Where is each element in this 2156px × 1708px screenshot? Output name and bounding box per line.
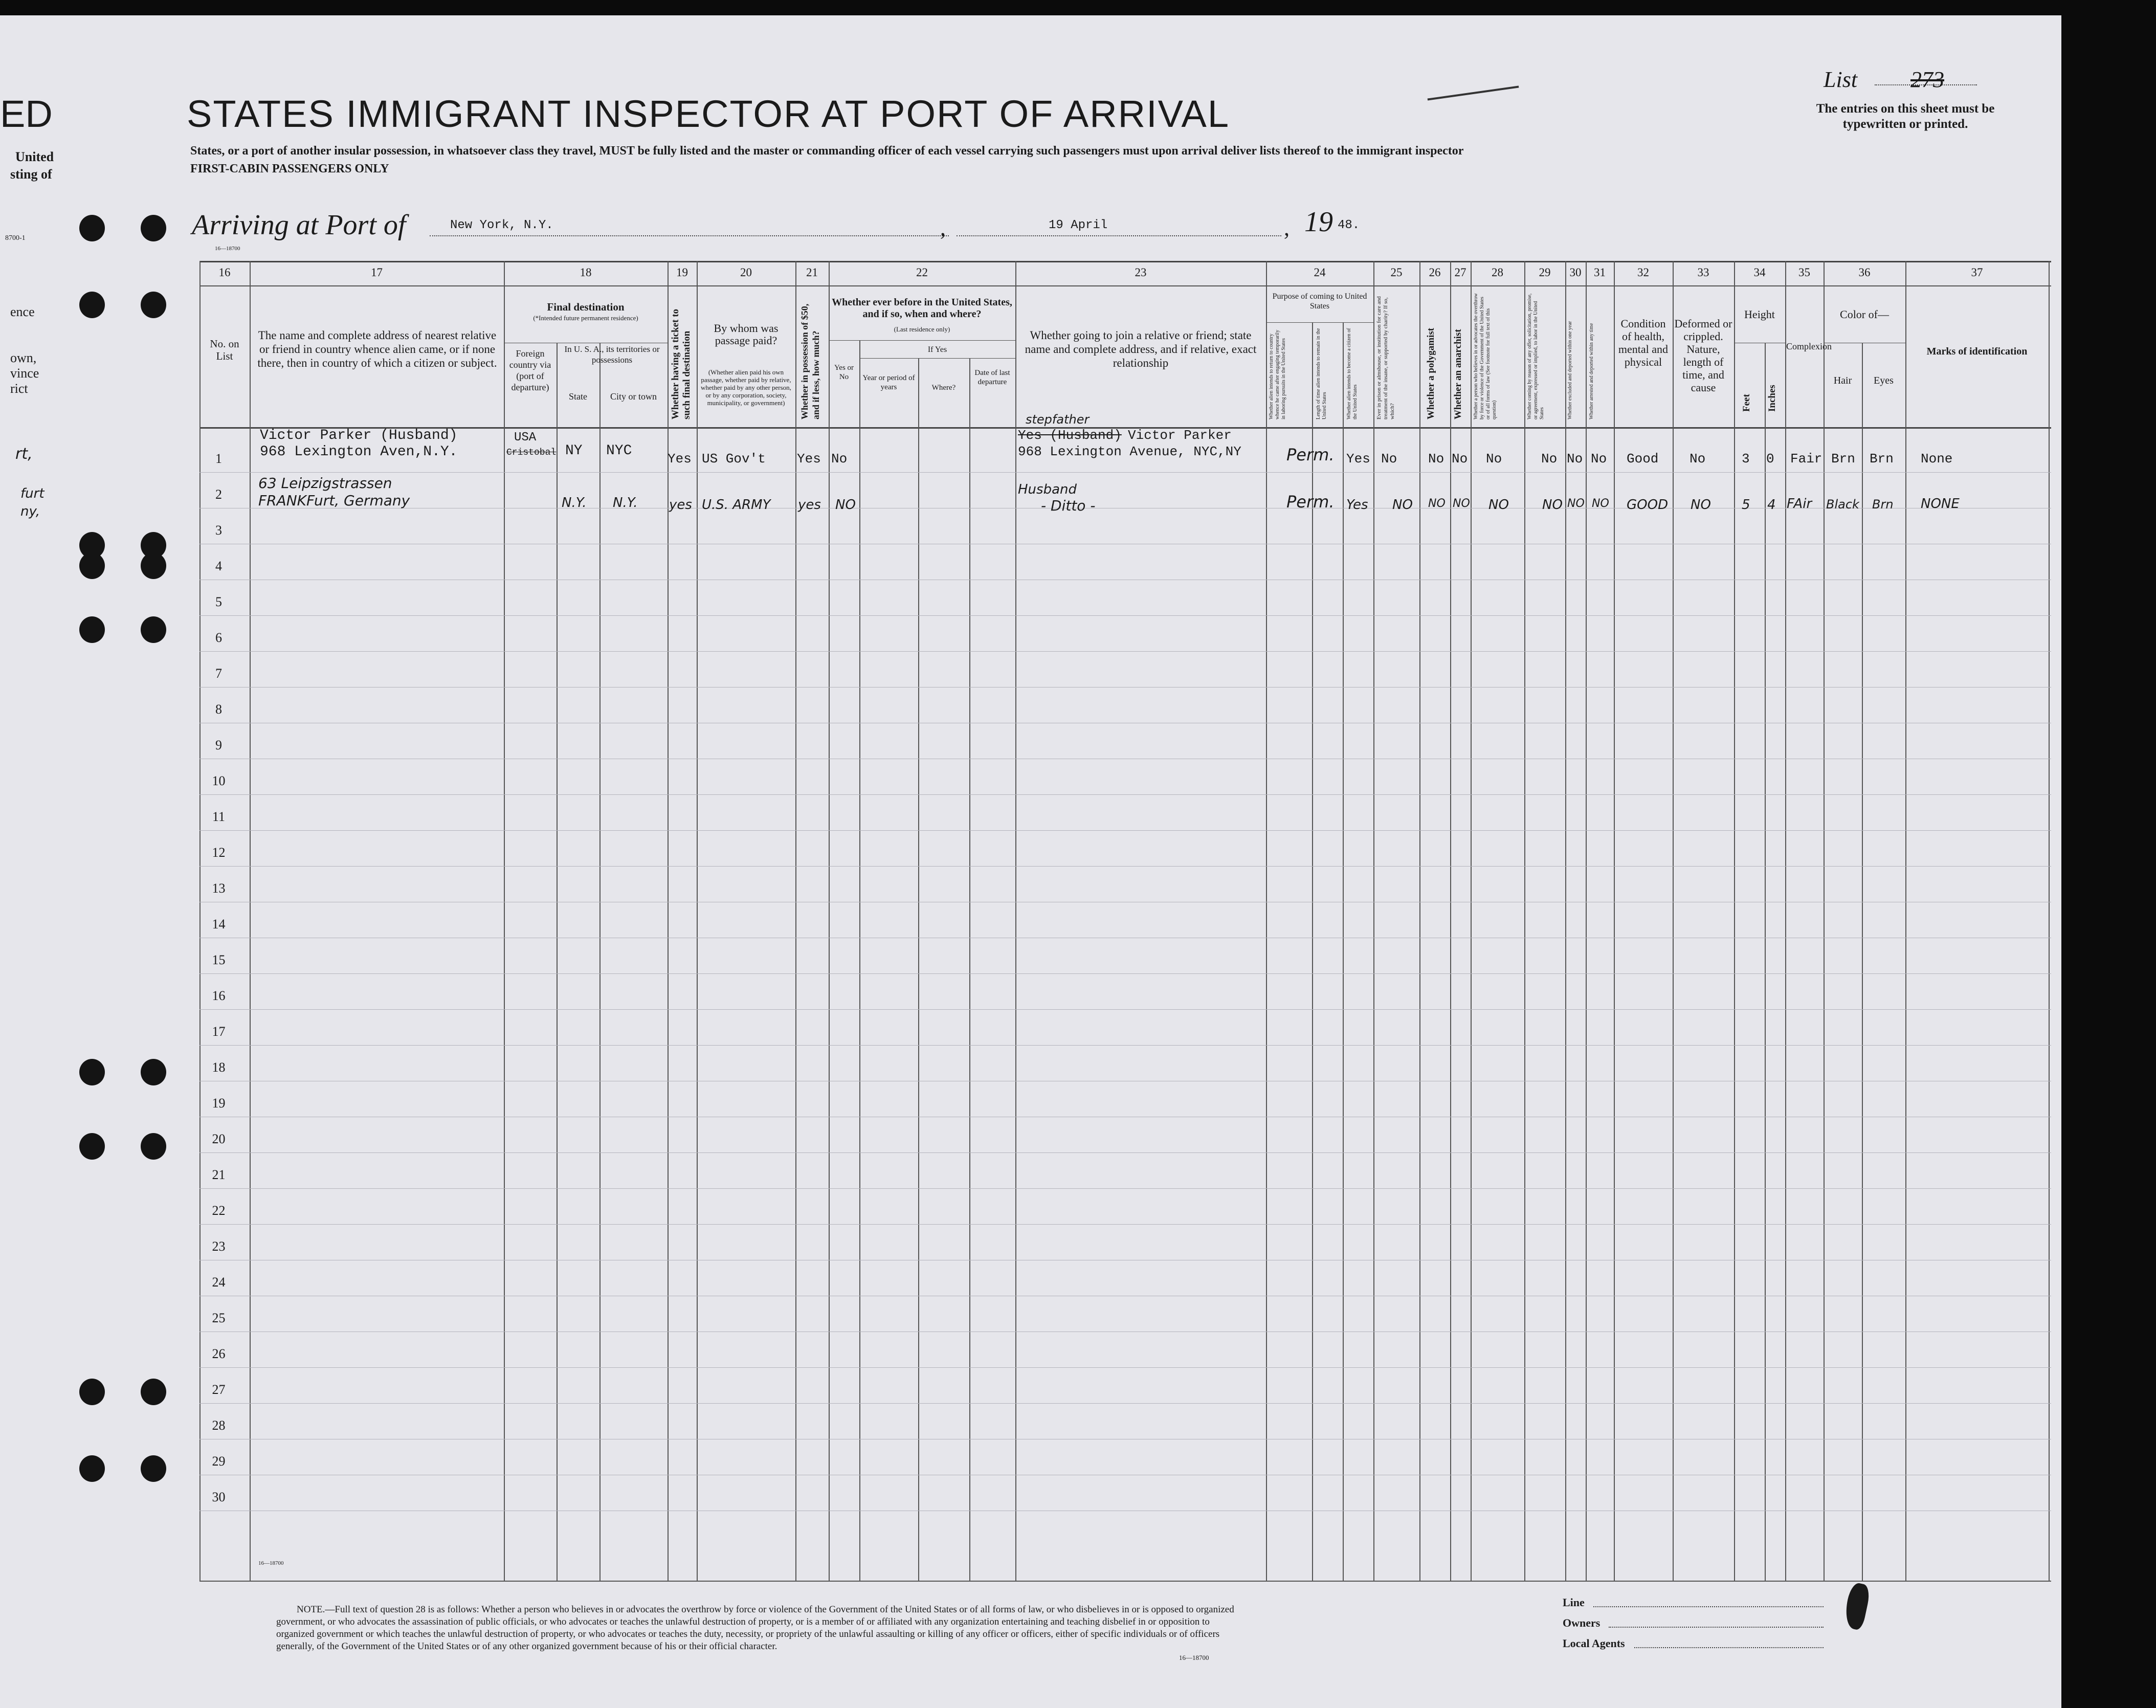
- ink-blot: [1842, 1582, 1872, 1631]
- column-number-19: 19: [676, 266, 688, 279]
- column-number-21: 21: [806, 266, 818, 279]
- header-in-usa: In U. S. A., its territories or possessions: [564, 344, 660, 365]
- entry-2-relative-address: FRANKFurt, Germany: [258, 492, 410, 509]
- form-number-left: 8700-1: [5, 234, 26, 242]
- header-city: City or town: [610, 391, 657, 402]
- table-top-border: [199, 261, 2051, 262]
- col-line: [795, 261, 796, 1581]
- row-line: [199, 1367, 2051, 1368]
- entry-2-join-line1: Husband: [1018, 482, 1077, 497]
- column-number-30: 30: [1569, 266, 1582, 279]
- column-number-35: 35: [1798, 266, 1810, 279]
- entry-2-before-us: NO: [835, 497, 856, 513]
- punch-hole: [141, 1059, 166, 1085]
- header-excluded: Whether excluded and deported within one year: [1567, 321, 1573, 419]
- row-number: 25: [212, 1311, 226, 1325]
- entry-2-polygamist: NO: [1428, 497, 1446, 510]
- entry-1-foreign-country: USA: [514, 431, 537, 445]
- entry-1-prison: No: [1381, 451, 1397, 467]
- arriving-label: Arriving at Port of: [192, 209, 406, 241]
- row-line: [199, 1045, 2051, 1046]
- header-deformed: Deformed or crippled. Nature, length of time, and cause: [1674, 317, 1732, 394]
- header-arrested: Whether arrested and deported within any time: [1589, 323, 1594, 419]
- entry-1-paid-by: US Gov't: [702, 451, 766, 467]
- left-header-4: rict: [10, 381, 28, 396]
- owners-label: Owners: [1563, 1616, 1601, 1629]
- col-line: [1565, 261, 1566, 1581]
- row-number: 23: [212, 1239, 226, 1254]
- left-fragment-1: rt,: [15, 445, 33, 463]
- entry-2-purpose: Perm.: [1286, 492, 1335, 512]
- entry-1-relative-name: Victor Parker (Husband): [260, 428, 458, 443]
- row-number: 14: [212, 917, 226, 931]
- header-no-on-list: No. on List: [210, 338, 239, 362]
- row-number: 16: [212, 988, 226, 1003]
- entry-2-ticket: yes: [669, 497, 692, 513]
- header-join-relative: Whether going to join a relative or friend; state name and complete address, and if relative, exact relationship: [1025, 329, 1257, 369]
- col-line: [1734, 261, 1735, 1581]
- row-number: 15: [212, 952, 226, 967]
- col-line: [1614, 261, 1615, 1581]
- column-number-22: 22: [916, 266, 928, 279]
- column-number-33: 33: [1697, 266, 1709, 279]
- header-before-in-us: Whether ever before in the United States, and if so, when and where?: [832, 297, 1012, 320]
- entry-2-complexion: FAir: [1787, 496, 1812, 512]
- entry-2-join-line2: - Ditto -: [1041, 497, 1096, 514]
- punch-hole: [79, 1059, 105, 1085]
- column-number-17: 17: [371, 266, 383, 279]
- entry-1-health: Good: [1627, 451, 1659, 467]
- subtitle: States, or a port of another insular possession, in whatsoever class they travel, MUST be fully listed and the master or commanding officer of each vessel carrying such passengers must upon arrival deliver lists thereof to the immigrant inspector: [190, 144, 1464, 158]
- punch-hole: [141, 215, 166, 241]
- row-number: 9: [215, 738, 222, 752]
- form-number-top: 16—18700: [215, 246, 240, 252]
- entry-2-marks: NONE: [1921, 496, 1960, 512]
- entry-2-eyes: Brn: [1872, 497, 1894, 512]
- fragment-line-1: United: [15, 149, 54, 164]
- col-line: [1905, 261, 1906, 1581]
- col-line: [918, 358, 919, 1581]
- col-line: [1419, 261, 1420, 1581]
- header-bottom-border: [199, 427, 2051, 429]
- row-number: 29: [212, 1454, 226, 1469]
- punch-hole: [79, 616, 105, 643]
- entry-1-relative-address: 968 Lexington Aven,N.Y.: [260, 444, 458, 460]
- header-hair: Hair: [1833, 375, 1852, 386]
- row-number: 11: [212, 809, 226, 824]
- punch-hole: [141, 292, 166, 318]
- entry-1-feet: 3: [1742, 451, 1750, 467]
- header-polygamist: Whether a polygamist: [1426, 327, 1436, 419]
- row-number: 4: [215, 559, 222, 573]
- punch-hole: [141, 1455, 166, 1482]
- col-line: [1785, 261, 1786, 1581]
- row-number: 6: [215, 630, 222, 645]
- entry-1-foreign-note: Cristobal: [506, 448, 557, 458]
- year-prefix: 19: [1304, 206, 1333, 238]
- entry-2-health: GOOD: [1627, 497, 1669, 513]
- entry-1-contract: No: [1541, 451, 1558, 467]
- date-line: [957, 235, 1281, 236]
- entry-1-complexion: Fair: [1790, 451, 1822, 467]
- header-height: Height: [1744, 308, 1775, 321]
- entry-1-join-name: Victor Parker: [1128, 428, 1232, 443]
- col-line: [1373, 261, 1374, 1581]
- row-line: [199, 1403, 2051, 1404]
- agents-label: Local Agents: [1563, 1637, 1625, 1650]
- punch-hole: [79, 292, 105, 318]
- entry-1-city: NYC: [606, 443, 632, 459]
- entry-2-paid-by: U.S. ARMY: [702, 497, 771, 513]
- row-number: 18: [212, 1060, 226, 1075]
- column-number-27: 27: [1454, 266, 1466, 279]
- header-if-yes: If Yes: [927, 345, 947, 354]
- entry-1-before-us: No: [831, 451, 848, 467]
- line-underline: [1593, 1606, 1824, 1607]
- row-line: [199, 651, 2051, 652]
- left-header-1: ence: [10, 304, 35, 319]
- footnote: NOTE.—Full text of question 28 is as follows: Whether a person who believes in or advocates the overthrow by force or violence of the Government of the United States or of all forms of law, or who disbelieves in or is opposed to organized government, or who advocates the assassination of public officials, or who advocates or teaches the unlawful destruction of property, or is a member of or affiliated with any organization entertaining and teaching disbelief in or opposition to organized government or which teaches the unlawful destruction of property, or who advocates or teaches the duty, necessity, or propriety of the unlawful assaulting or killing of any officer or officers, either of specific individuals or of officers generally, of the Government of the United States or of any other organized government because of his or their official character.: [276, 1604, 1234, 1652]
- entry-1-anarchist: No: [1452, 451, 1468, 467]
- header-where: Where?: [931, 384, 956, 392]
- column-number-26: 26: [1429, 266, 1441, 279]
- column-number-28: 28: [1492, 266, 1503, 279]
- header-prison: Ever in prison or almshouse, or institution for care and treatment of the insane, or supported by charity? If so, which?: [1376, 296, 1395, 419]
- subrule: [1266, 322, 1373, 323]
- col-line: [829, 261, 830, 1581]
- header-health: Condition of health, mental and physical: [1618, 317, 1669, 368]
- title-fragment: ED: [0, 93, 53, 135]
- header-final-destination: Final destination: [547, 301, 625, 313]
- column-number-32: 32: [1637, 266, 1649, 279]
- header-year-period: Year or period of years: [862, 374, 915, 391]
- col-line: [1343, 322, 1344, 1581]
- col-line: [250, 261, 251, 1581]
- col-line: [1824, 261, 1825, 1581]
- row-number: 19: [212, 1096, 226, 1111]
- punch-hole: [79, 1455, 105, 1482]
- left-fragment-2: furt: [20, 486, 45, 501]
- col-line: [969, 358, 970, 1581]
- entry-2-relative-name: 63 Leipzigstrassen: [258, 475, 392, 492]
- row-line: [199, 1188, 2051, 1189]
- col-line: [1673, 261, 1674, 1581]
- entry-2-feet: 5: [1742, 497, 1750, 513]
- punch-hole: [141, 1379, 166, 1405]
- punch-hole: [141, 552, 166, 579]
- entry-1-arrested: No: [1591, 451, 1607, 467]
- column-number-31: 31: [1594, 266, 1606, 279]
- left-header-2: own,: [10, 350, 37, 365]
- fragment-line-2: sting of: [10, 167, 52, 182]
- typewritten-notice: The entries on this sheet must be typewritten or printed.: [1816, 102, 1995, 131]
- list-label: List: [1824, 67, 1858, 92]
- line-label: Line: [1563, 1596, 1585, 1609]
- header-purpose-a: Whether alien intends to return to country whence he came after engaging temporarily in laboring pursuits in the United States: [1269, 329, 1286, 419]
- form-number-table: 16—18700: [258, 1560, 284, 1566]
- entry-2-arrested: NO: [1592, 497, 1609, 510]
- entry-2-overthrow: NO: [1488, 497, 1509, 513]
- col-line: [1015, 261, 1016, 1581]
- col-line: [2049, 261, 2050, 1581]
- header-purpose-b: Length of time alien intends to remain in the United States: [1316, 328, 1327, 419]
- col-line: [504, 261, 505, 1581]
- row-number: 26: [212, 1346, 226, 1361]
- header-feet: Feet: [1741, 394, 1752, 412]
- left-fragment-3: ny,: [20, 504, 40, 519]
- year-suffix: 48.: [1338, 218, 1360, 232]
- column-number-16: 16: [218, 266, 231, 279]
- punch-hole: [79, 552, 105, 579]
- column-number-25: 25: [1390, 266, 1403, 279]
- comma-2: ,: [1284, 215, 1290, 240]
- col-line: [599, 343, 601, 1581]
- entry-1-state: NY: [565, 443, 583, 459]
- table-bottom-border: [199, 1581, 2051, 1582]
- entry-2-city: N.Y.: [613, 495, 638, 511]
- header-relative-abroad: The name and complete address of nearest relative or friend in country whence alien came, or if none there, then in country of which a citizen or subject.: [257, 329, 497, 369]
- header-date-last-departure: Date of last departure: [974, 369, 1010, 386]
- column-number-36: 36: [1858, 266, 1871, 279]
- column-number-18: 18: [580, 266, 592, 279]
- entry-1-join-struck: Yes (Husband): [1018, 428, 1122, 443]
- row-number: 5: [215, 594, 222, 609]
- row-line: [199, 794, 2051, 795]
- column-number-23: 23: [1135, 266, 1147, 279]
- row-number: 7: [215, 666, 222, 681]
- header-marks: Marks of identification: [1926, 346, 2028, 357]
- entry-2-possession: yes: [798, 497, 821, 513]
- row-number: 21: [212, 1167, 226, 1182]
- header-complexion: Complexion: [1786, 341, 1832, 351]
- entry-1-polygamist: No: [1428, 451, 1444, 467]
- row-number: 17: [212, 1024, 226, 1039]
- column-number-20: 20: [740, 266, 752, 279]
- row-number: 10: [212, 773, 226, 788]
- entry-2-hair: Black: [1826, 497, 1859, 512]
- class-line: FIRST-CABIN PASSENGERS ONLY: [190, 162, 389, 175]
- entry-1-marks: None: [1921, 451, 1953, 467]
- col-line: [557, 343, 558, 1581]
- entry-2-excluded: NO: [1567, 497, 1585, 510]
- col-line: [697, 261, 698, 1581]
- entry-1-hair: Brn: [1831, 451, 1855, 467]
- header-color-of: Color of—: [1840, 308, 1889, 321]
- port-value: New York, N.Y.: [450, 218, 553, 232]
- entry-2-deformed: NO: [1691, 497, 1711, 513]
- row-line: [199, 615, 2051, 616]
- entry-1-overthrow: No: [1486, 451, 1502, 467]
- column-number-34: 34: [1753, 266, 1766, 279]
- header-foreign-country: Foreign country via (port of departure): [509, 348, 551, 392]
- punch-hole: [79, 1133, 105, 1160]
- entry-1-citizen: Yes: [1346, 451, 1370, 467]
- row-number: 3: [215, 523, 222, 538]
- col-line: [1450, 261, 1451, 1581]
- row-line: [199, 866, 2051, 867]
- manifest-sheet: [0, 15, 2061, 1708]
- col-line: [859, 340, 860, 1581]
- col-line: [1471, 261, 1472, 1581]
- row-number: 8: [215, 702, 222, 717]
- column-number-24: 24: [1314, 266, 1326, 279]
- punch-hole: [79, 215, 105, 241]
- owners-underline: [1609, 1627, 1824, 1628]
- header-last-residence: (Last residence only): [894, 325, 950, 333]
- header-state: State: [569, 391, 587, 402]
- row-line: [199, 1224, 2051, 1225]
- row-number: 22: [212, 1203, 226, 1218]
- header-final-destination-note: (*Intended future permanent residence): [533, 314, 638, 322]
- entry-1-join-annotation: stepfather: [1026, 412, 1090, 427]
- page-title: STATES IMMIGRANT INSPECTOR AT PORT OF ARRIVAL: [187, 93, 1230, 135]
- col-line: [1862, 343, 1863, 1581]
- row-number: 20: [212, 1132, 226, 1146]
- left-header-3: vince: [10, 366, 39, 381]
- entry-1-deformed: No: [1690, 451, 1706, 467]
- row-number: 30: [212, 1490, 226, 1504]
- col-line: [1524, 261, 1525, 1581]
- header-purpose: Purpose of coming to United States: [1272, 292, 1367, 310]
- entry-1-excluded: No: [1567, 451, 1583, 467]
- entry-1-join-address: 968 Lexington Avenue, NYC,NY: [1018, 444, 1241, 459]
- header-contract: Whether coming by reason of any offer, solicitation, promise, or agreement, expressed or implied, to labor in the United States: [1527, 293, 1545, 419]
- entry-1-inches: 0: [1766, 451, 1774, 467]
- header-possession: Whether in possession of $50, and if less, how much?: [799, 303, 821, 419]
- entry-2-contract: NO: [1542, 497, 1563, 513]
- row-number: 1: [215, 451, 222, 466]
- column-number-37: 37: [1971, 266, 1983, 279]
- row-line: [199, 973, 2051, 974]
- punch-hole: [141, 1133, 166, 1160]
- row-number: 28: [212, 1418, 226, 1433]
- header-overthrow: Whether a person who believes in or advocates the overthrow by force or violence of the Government of the United States or of all forms of law (See footnote for full text of this question): [1473, 293, 1497, 419]
- punch-hole: [79, 1379, 105, 1405]
- subrule: [829, 340, 1015, 341]
- col-line: [1586, 261, 1587, 1581]
- pen-stroke: [1428, 85, 1519, 100]
- entry-2-anarchist: NO: [1453, 497, 1470, 510]
- row-line: [199, 472, 2051, 473]
- row-line: [199, 1152, 2051, 1153]
- header-yes-no: Yes or No: [834, 364, 854, 381]
- comma-1: ,: [940, 215, 946, 240]
- list-number: 273: [1910, 67, 1944, 92]
- row-number: 12: [212, 845, 226, 860]
- entry-1-purpose: Perm.: [1286, 445, 1335, 464]
- header-by-whom-note: (Whether alien paid his own passage, whether paid by relative, whether paid by any other person, or by any corporation, society, municipality, or government): [701, 368, 791, 407]
- entry-2-inches: 4: [1767, 497, 1776, 513]
- col-line: [1266, 261, 1267, 1581]
- header-by-whom: By whom was passage paid?: [714, 322, 779, 347]
- header-ticket: Whether having a ticket to such final destination: [670, 308, 692, 419]
- entry-1-possession: Yes: [797, 451, 821, 467]
- col-line: [1765, 343, 1766, 1581]
- subrule: [859, 358, 1015, 359]
- entry-2-citizen: Yes: [1346, 497, 1368, 513]
- column-number-row-border: [199, 285, 2051, 286]
- header-purpose-c: Whether alien intends to become a citizen of the United States: [1346, 328, 1358, 419]
- entry-2-prison: NO: [1392, 497, 1413, 513]
- date-value: 19 April: [1049, 218, 1108, 232]
- row-number: 24: [212, 1275, 226, 1290]
- header-inches: Inches: [1767, 385, 1777, 412]
- row-number: 13: [212, 881, 226, 896]
- row-line: [199, 1009, 2051, 1010]
- header-anarchist: Whether an anarchist: [1453, 329, 1463, 419]
- punch-hole: [141, 616, 166, 643]
- row-number: 2: [215, 487, 222, 502]
- column-number-29: 29: [1539, 266, 1551, 279]
- row-line: [199, 830, 2051, 831]
- entry-2-state: N.Y.: [562, 495, 587, 511]
- row-number: 27: [212, 1382, 226, 1397]
- agents-underline: [1634, 1647, 1824, 1648]
- entry-1-eyes: Brn: [1870, 451, 1894, 467]
- entry-1-ticket: Yes: [668, 451, 692, 467]
- header-eyes: Eyes: [1874, 375, 1894, 386]
- form-number-bottom: 16—18700: [1179, 1654, 1209, 1661]
- port-line: [430, 235, 949, 236]
